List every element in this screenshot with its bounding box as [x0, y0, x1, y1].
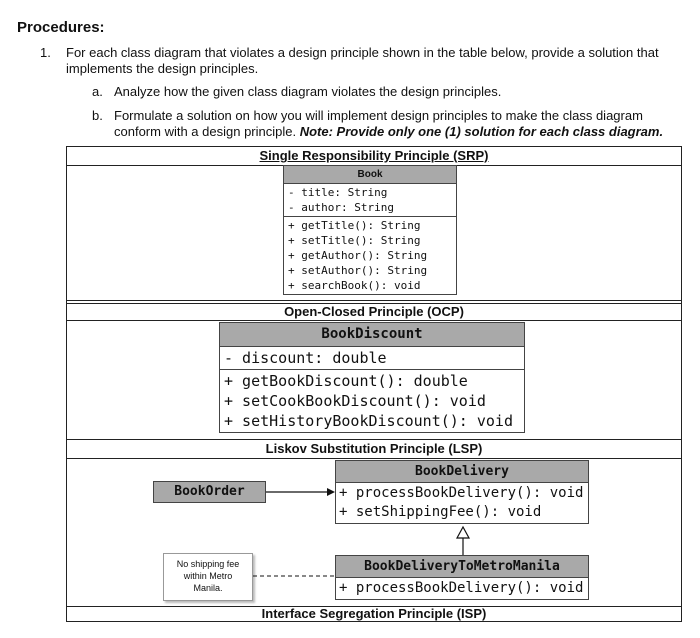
item-1-text-line2: implements the design principles.	[66, 61, 259, 76]
bookdiscount-attribute: - discount: double	[224, 349, 387, 367]
lsp-header: Liskov Substitution Principle (LSP)	[265, 441, 483, 456]
item-a-letter: a.	[92, 84, 103, 99]
bookorder-class-name: BookOrder	[174, 484, 245, 499]
inheritance-arrowhead	[457, 527, 469, 538]
note-line: No shipping fee	[176, 559, 240, 569]
note-line: Manila.	[193, 583, 223, 593]
bookdiscount-method: + setCookBookDiscount(): void	[224, 392, 486, 410]
principles-table	[66, 146, 682, 622]
book-method: + getAuthor(): String	[288, 249, 428, 262]
item-b-note: Note: Provide only one (1) solution for each class diagram.	[299, 124, 664, 139]
bookdelivery-method: + setShippingFee(): void	[339, 504, 542, 520]
item-b-text-line1: Formulate a solution on how you will implement design principles to make the class diagram	[114, 108, 643, 123]
note-line: within Metro	[183, 571, 233, 581]
association-arrowhead	[327, 488, 335, 496]
bookdiscount-method: + setHistoryBookDiscount(): void	[224, 412, 513, 430]
book-attribute: - author: String	[288, 201, 394, 214]
bookdeliverytometromanila-method: + processBookDelivery(): void	[339, 580, 584, 596]
item-1-number: 1.	[40, 45, 51, 60]
book-method: + getTitle(): String	[288, 219, 421, 232]
bookdeliverytometromanila-class-name: BookDeliveryToMetroManila	[336, 556, 588, 578]
book-method: + searchBook(): void	[288, 279, 421, 292]
item-1-text-line1: For each class diagram that violates a design principle shown in the table below, provide a solution that	[66, 45, 659, 60]
isp-header: Interface Segregation Principle (ISP)	[261, 606, 487, 621]
book-method: + setAuthor(): String	[288, 264, 428, 277]
page-heading: Procedures:	[17, 19, 105, 36]
srp-header: Single Responsibility Principle (SRP)	[259, 148, 489, 163]
book-attribute: - title: String	[288, 186, 388, 199]
lsp-connectors	[67, 147, 683, 623]
item-b-letter: b.	[92, 108, 103, 123]
ocp-header: Open-Closed Principle (OCP)	[284, 304, 464, 319]
bookdiscount-method: + getBookDiscount(): double	[224, 372, 468, 390]
book-class-name: Book	[284, 166, 456, 184]
book-method: + setTitle(): String	[288, 234, 421, 247]
item-b-text-plain: conform with a design principle.	[114, 124, 297, 139]
bookdelivery-class-name: BookDelivery	[336, 461, 588, 483]
item-b-text-line2	[114, 124, 663, 140]
bookdelivery-method: + processBookDelivery(): void	[339, 485, 584, 501]
item-a-text: Analyze how the given class diagram violates the design principles.	[114, 84, 502, 99]
bookdiscount-class-name: BookDiscount	[220, 323, 524, 347]
